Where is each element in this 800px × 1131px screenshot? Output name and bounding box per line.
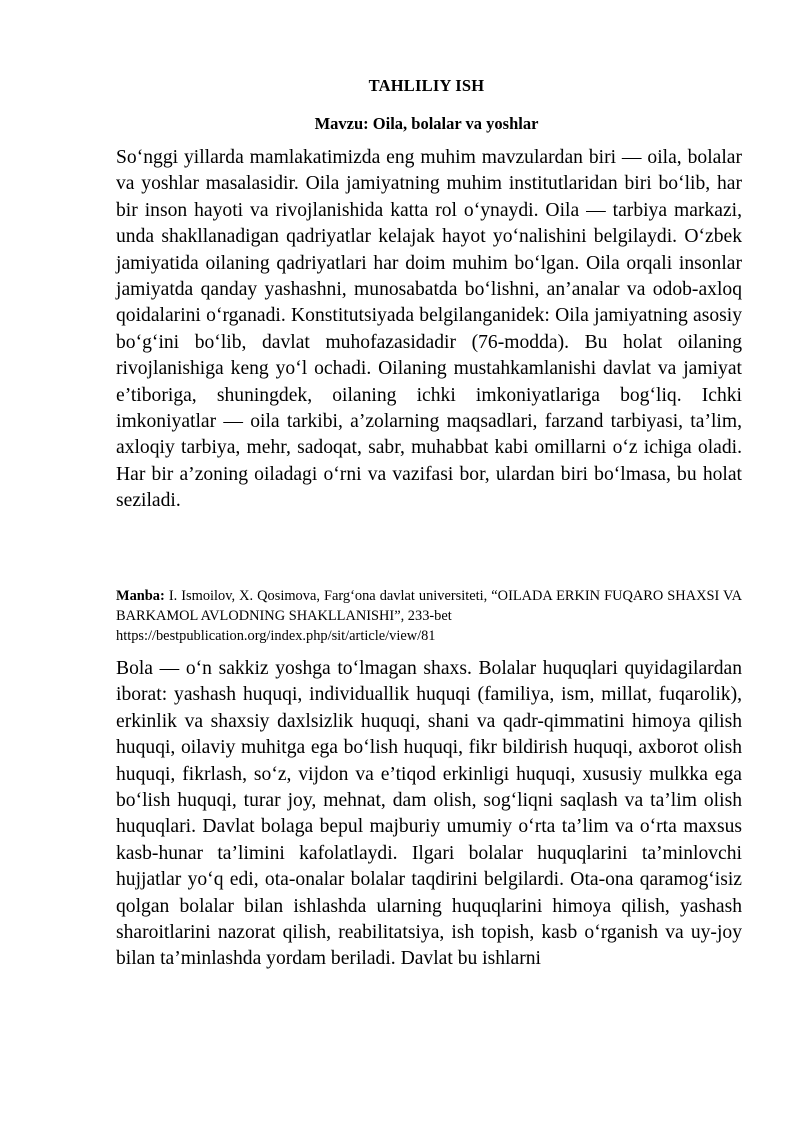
- paragraph-family: So‘nggi yillarda mamlakatimizda eng muhim mavzulardan biri — oila, bolalar va yoshlar masalasidir. Oila jamiyatning muhim institutlaridan biri bo‘lib, har bir inson hayoti va rivojlanishida katta rol o‘ynaydi. Oila — tarbiya markazi, unda shakllanadigan qadriyatlar kelajak hayot yo‘nalishini belgilaydi. O‘zbek jamiyatida oilaning qadriyatlari har doim muhim bo‘lgan. Oila orqali insonlar jamiyatda qanday yashashni, munosabatda bo‘lishni, an’analar va odob-axloq qoidalarini o‘rganadi. Konstitutsiyada belgilanganidek: Oila jamiyatning asosiy bo‘g‘ini bo‘lib, davlat muhofazasidadir (76-modda). Bu holat oilaning rivojlanishiga keng yo‘l ochadi. Oilaning mustahkamlanishi davlat va jamiyat e’tiboriga, shuningdek, oilaning ichki imkoniyatlariga bog‘liq. Ichki imkoniyatlar — oila tarkibi, a’zolarning maqsadlari, farzand tarbiyasi, ta’lim, axloqiy tarbiya, mehr, sadoqat, sabr, muhabbat kabi omillarni o‘z ichiga oladi. Har bir a’zoning oiladagi o‘rni va vazifasi bor, ulardan biri bo‘lmasa, bu holat seziladi.: [116, 147, 742, 512]
- source-label: Manba:: [116, 588, 165, 604]
- document-subtitle: Mavzu: Oila, bolalar va yoshlar: [314, 114, 539, 133]
- source-url: https://bestpublication.org/index.php/sit/article/view/81: [116, 628, 436, 644]
- document-title: TAHLILIY ISH: [368, 76, 485, 95]
- paragraph-children-rights: Bola — o‘n sakkiz yoshga to‘lmagan shaxs. Bolalar huquqlari quyidagilardan iborat: yashash huquqi, individuallik huquqi (familiya, ism, millat, fuqarolik), erkinlik va shaxsiy daxlsizlik huquqi, shani va qadr-qimmatini himoya qilish huquqi, oilaviy muhitga ega bo‘lish huquqi, fikr bildirish huquqi, axborot olish huquqi, fikrlash, so‘z, vijdon va e’tiqod erkinligi huquqi, xususiy mulkka ega bo‘lish huquqi, turar joy, mehnat, dam olish, sog‘liqni saqlash va ta’lim olish huquqlari. Davlat bolaga bepul majburiy umumiy o‘rta ta’lim va o‘rta maxsus kasb-hunar ta’limini kafolatlaydi. Ilgari bolalar huquqlarini ta’minlovchi hujjatlar yo‘q edi, ota-onalar bolalar taqdirini belgilardi. Ota-ona qaramog‘isiz qolgan bolalar bilan ishlashda ularning huquqlarini himoya qilish, yashash sharoitlarini nazorat qilish, reabilitatsiya, ish topish, kasb o‘rganish va uy-joy bilan ta’minlashda yordam beriladi. Davlat bu ishlarni: [116, 658, 742, 970]
- source-citation: [116, 586, 742, 646]
- source-text: I. Ismoilov, X. Qosimova, Farg‘ona davlat universiteti, “OILADA ERKIN FUQARO SHAXSI VA BARKAMOL AVLODNING SHAKLLANISHI”, 233-bet: [116, 588, 742, 624]
